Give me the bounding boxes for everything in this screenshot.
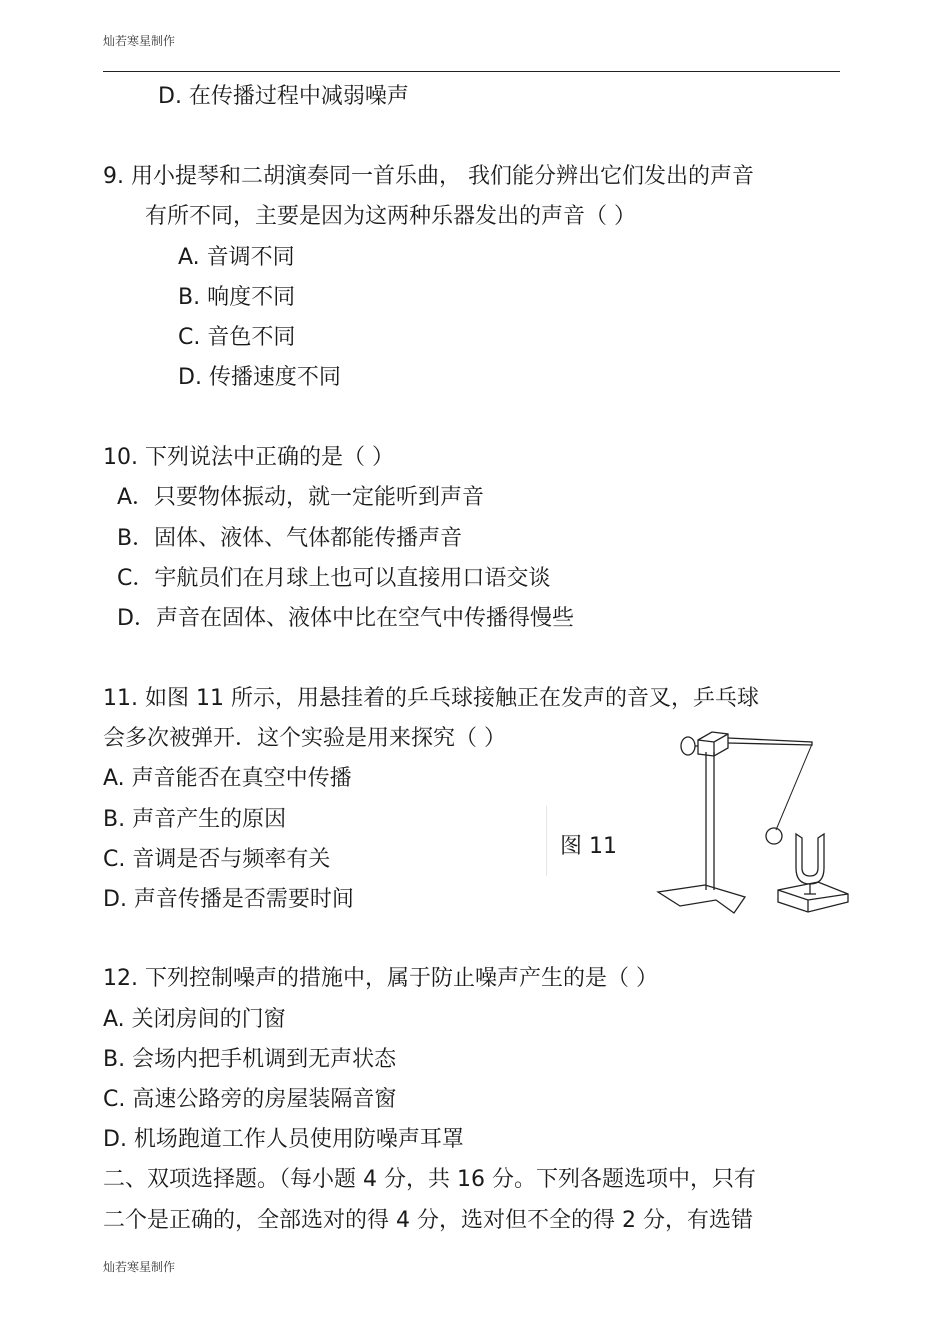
- clamp-knob: [681, 737, 695, 755]
- q9-stem-line1: 9. 用小提琴和二胡演奏同一首乐曲， 我们能分辨出它们发出的声音: [103, 164, 754, 189]
- q12-option-a: A. 关闭房间的门窗: [103, 1007, 286, 1032]
- q10-option-b: B．固体、液体、气体都能传播声音: [117, 526, 463, 551]
- q12-stem: 12. 下列控制噪声的措施中，属于防止噪声产生的是（ ）: [103, 966, 658, 991]
- q10-option-d: D．声音在固体、液体中比在空气中传播得慢些: [117, 606, 574, 631]
- q11-stem-line1: 11. 如图 11 所示，用悬挂着的乒乓球接触正在发声的音叉，乒乓球: [103, 686, 759, 711]
- q11-option-a: A. 声音能否在真空中传播: [103, 766, 352, 791]
- q11-option-d: D. 声音传播是否需要时间: [103, 887, 354, 912]
- q10-option-c: C．宇航员们在月球上也可以直接用口语交谈: [117, 566, 551, 591]
- figure-box-edge: [546, 806, 547, 876]
- q9-option-b: B. 响度不同: [178, 285, 296, 310]
- stand-arm: [728, 738, 812, 745]
- q12-option-c: C. 高速公路旁的房屋装隔音窗: [103, 1087, 397, 1112]
- page-footer: 灿若寒星制作: [103, 1260, 176, 1274]
- fork-base: [778, 882, 848, 912]
- tuning-fork-pendulum-figure: [650, 722, 855, 918]
- q11-option-b: B. 声音产生的原因: [103, 807, 287, 832]
- fork-stem: [804, 884, 816, 894]
- stand-clamp: [698, 732, 728, 756]
- q11-option-c: C. 音调是否与频率有关: [103, 847, 331, 872]
- ping-pong-ball: [766, 828, 782, 844]
- q9-option-c: C. 音色不同: [178, 325, 296, 350]
- q9-stem-line2: 有所不同，主要是因为这两种乐器发出的声音（ ）: [145, 204, 636, 229]
- tuning-fork: [796, 834, 824, 884]
- section2-line2: 二个是正确的，全部选对的得 4 分，选对但不全的得 2 分，有选错: [103, 1208, 753, 1233]
- q12-option-b: B. 会场内把手机调到无声状态: [103, 1047, 397, 1072]
- q9-option-d: D. 传播速度不同: [178, 365, 341, 390]
- page-header: 灿若寒星制作: [103, 34, 176, 48]
- pendulum-string: [776, 744, 812, 830]
- section2-line1: 二、双项选择题。（每小题 4 分，共 16 分。下列各题选项中，只有: [103, 1167, 756, 1192]
- stand-pole: [706, 752, 714, 890]
- header-rule: [103, 71, 840, 72]
- figure-caption: 图 11: [560, 834, 617, 859]
- q10-option-a: A．只要物体振动，就一定能听到声音: [117, 485, 485, 510]
- q11-stem-line2: 会多次被弹开．这个实验是用来探究（ ）: [103, 726, 506, 751]
- q9-option-a: A. 音调不同: [178, 245, 295, 270]
- q10-stem: 10. 下列说法中正确的是（ ）: [103, 445, 394, 470]
- q8-option-d: D. 在传播过程中减弱噪声: [158, 84, 409, 109]
- q12-option-d: D. 机场跑道工作人员使用防噪声耳罩: [103, 1127, 464, 1152]
- stand-base: [658, 885, 745, 913]
